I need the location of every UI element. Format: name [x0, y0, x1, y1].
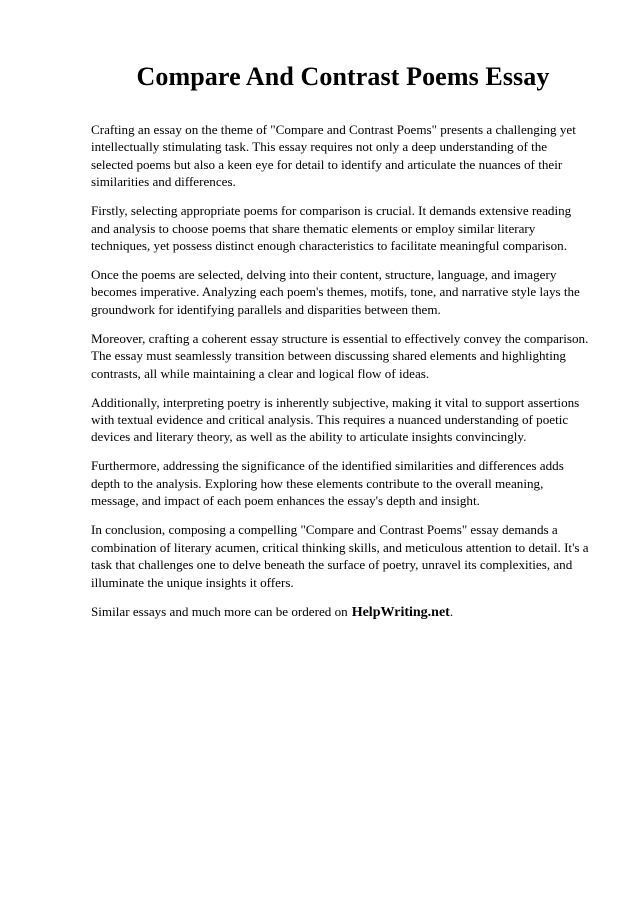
paragraph-interpretation: Additionally, interpreting poetry is inherently subjective, making it vital to support assertions with textual evidence and critical analysis. This requires a nuanced understanding of poetic devices and literary theory, as well as the ability to articulate insights convincingly. — [91, 394, 580, 445]
footer-prefix: Similar essays and much more can be ordered on — [91, 603, 348, 619]
document-title: Compare And Contrast Poems Essay — [136, 62, 550, 91]
footer-line — [91, 603, 591, 621]
footer-suffix: . — [449, 603, 454, 619]
paragraph-structure: Moreover, crafting a coherent essay structure is essential to effectively convey the comparison. The essay must seamlessly transition between discussing shared elements and highlighting contrasts, all while maintaining a clear and logical flow of ideas. — [91, 330, 589, 381]
paragraph-intro: Crafting an essay on the theme of "Compare and Contrast Poems" presents a challenging yet intellectually stimulating task. This essay requires not only a deep understanding of the selected poems but also a keen eye for detail to identify and articulate the nuances of their similarities and differences. — [91, 122, 576, 190]
paragraph-selecting-poems: Firstly, selecting appropriate poems for comparison is crucial. It demands extensive reading and analysis to choose poems that share thematic elements or employ similar literary techniques, yet possess distinct enough characteristics to facilitate meaningful comparison. — [91, 203, 572, 254]
paragraph-conclusion: In conclusion, composing a compelling "Compare and Contrast Poems" essay demands a combination of literary acumen, critical thinking skills, and meticulous attention to detail. It's a task that challenges one to delve beneath the surface of poetry, unravel its complexities, and illuminate the unique insights it offers. — [91, 522, 589, 590]
paragraph-analysis: Once the poems are selected, delving into their content, structure, language, and imagery becomes imperative. Analyzing each poem's themes, motifs, tone, and narrative style lays the groundwork for identifying parallels and disparities between them. — [91, 267, 580, 317]
site-name-link[interactable]: HelpWriting.net — [351, 604, 450, 620]
document-body — [91, 121, 591, 633]
paragraph-significance: Furthermore, addressing the significance of the identified similarities and differences adds depth to the analysis. Exploring how these elements contribute to the overall meaning, message, and impact of each poem enhances the essay's depth and insight. — [91, 458, 564, 509]
